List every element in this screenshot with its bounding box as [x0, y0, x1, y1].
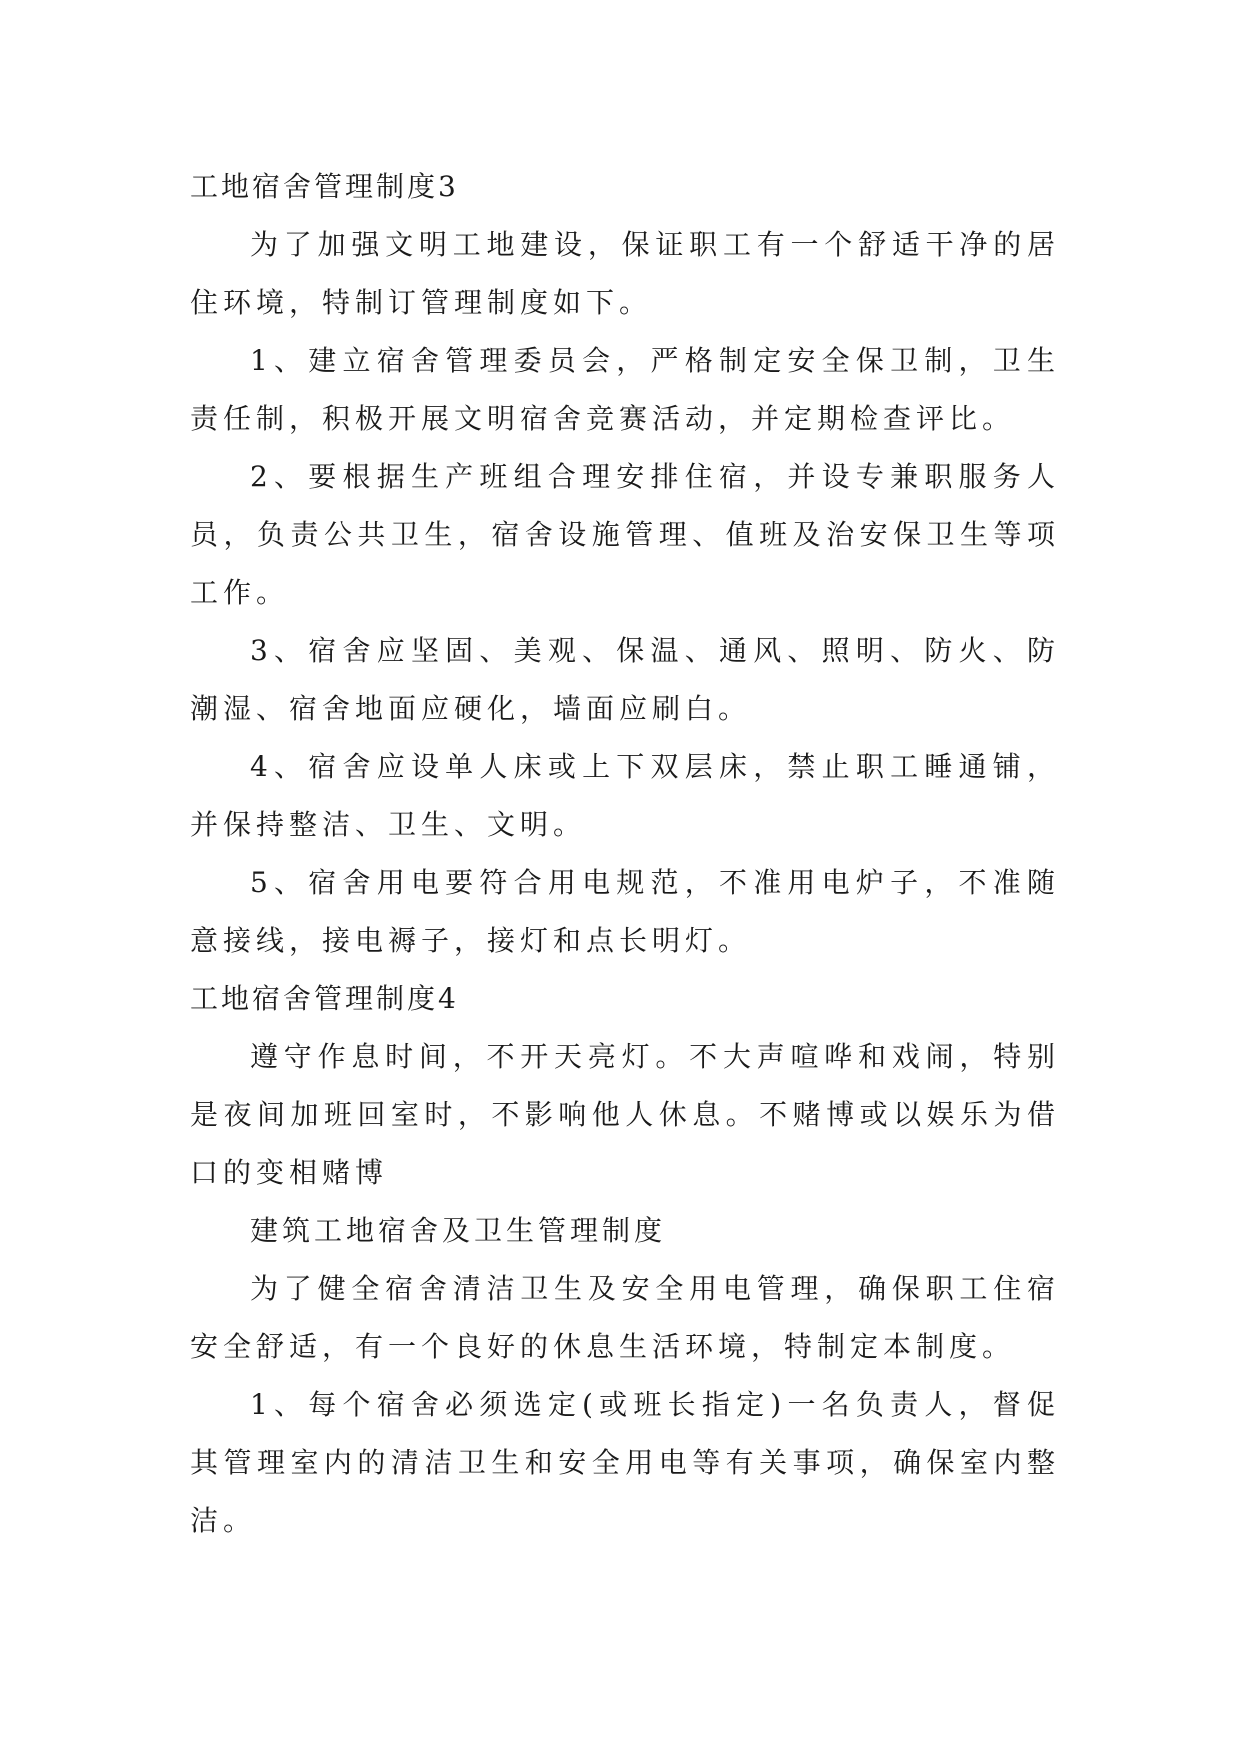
- list-item-1: 1、每个宿舍必须选定(或班长指定)一名负责人，督促其管理室内的清洁卫生和安全用电等有关事项，确保室内整洁。: [190, 1388, 1060, 1537]
- section-heading-4: 工地宿舍管理制度4: [190, 982, 459, 1015]
- list-item-4: 4、宿舍应设单人床或上下双层床，禁止职工睡通铺，并保持整洁、卫生、文明。: [190, 750, 1060, 841]
- section-heading-3: 工地宿舍管理制度3: [190, 170, 459, 203]
- subsection-title: 建筑工地宿舍及卫生管理制度: [250, 1214, 667, 1247]
- list-item-1: 1、建立宿舍管理委员会，严格制定安全保卫制，卫生责任制，积极开展文明宿舍竞赛活动，并定期检查评比。: [190, 344, 1060, 435]
- paragraph: 遵守作息时间，不开天亮灯。不大声喧哗和戏闹，特别是夜间加班回室时，不影响他人休息。不赌博或以娱乐为借口的变相赌博: [190, 1040, 1060, 1189]
- document-body: [190, 158, 1060, 1550]
- list-item-5: 5、宿舍用电要符合用电规范，不准用电炉子，不准随意接线，接电褥子，接灯和点长明灯。: [190, 866, 1060, 957]
- list-item-2: 2、要根据生产班组合理安排住宿，并设专兼职服务人员，负责公共卫生，宿舍设施管理、值班及治安保卫生等项工作。: [190, 460, 1060, 609]
- paragraph: 为了健全宿舍清洁卫生及安全用电管理，确保职工住宿安全舒适，有一个良好的休息生活环境，特制定本制度。: [190, 1272, 1060, 1363]
- list-item-3: 3、宿舍应坚固、美观、保温、通风、照明、防火、防潮湿、宿舍地面应硬化，墙面应刷白。: [190, 634, 1060, 725]
- paragraph: 为了加强文明工地建设，保证职工有一个舒适干净的居住环境，特制订管理制度如下。: [190, 228, 1060, 319]
